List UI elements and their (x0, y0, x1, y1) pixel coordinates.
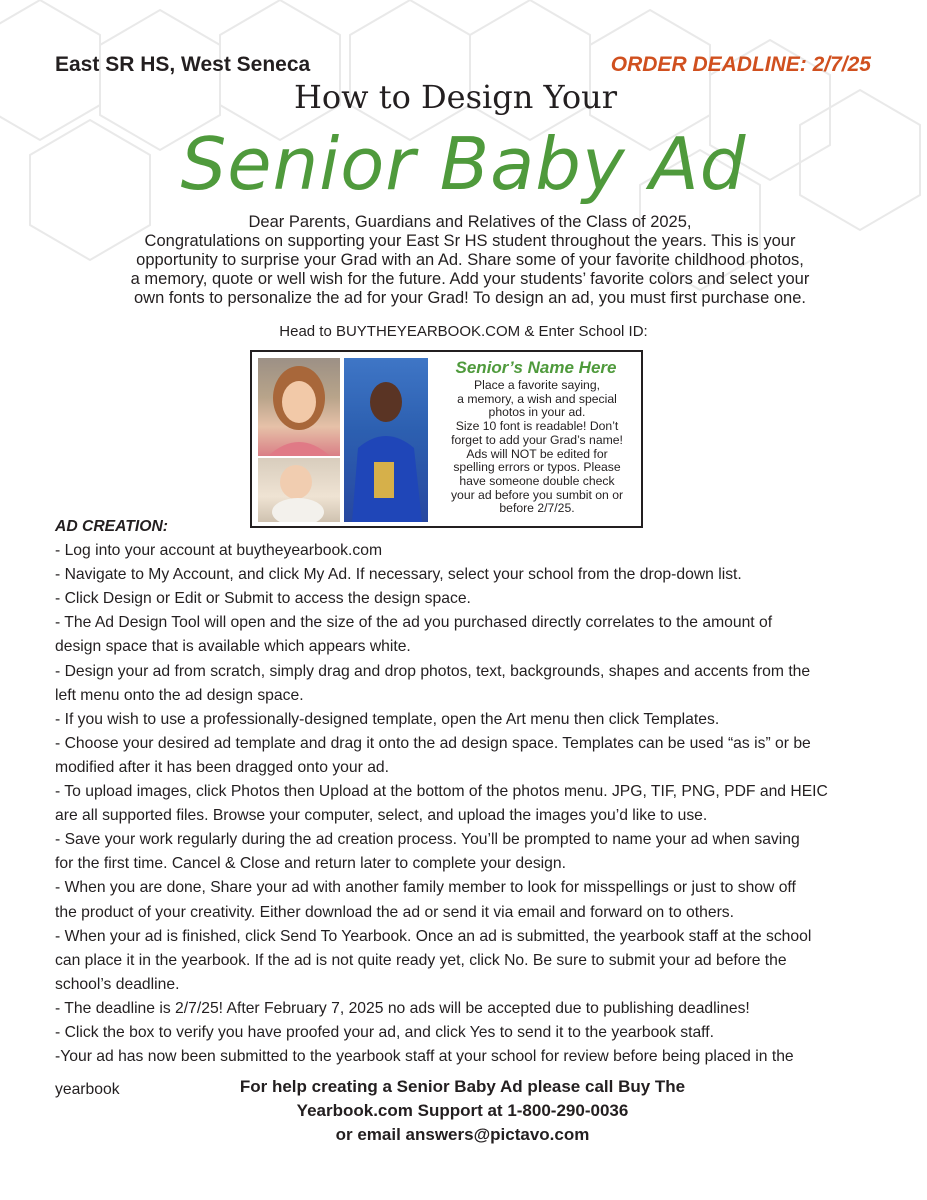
instruction-line: modified after it has been dragged onto your ad. (55, 758, 390, 776)
instruction-line: - When you are done, Share your ad with another family member to look for misspellings or just to show off (55, 879, 796, 897)
instruction-line: - Click Design or Edit or Submit to access the design space. (55, 590, 471, 608)
instruction-line: - To upload images, click Photos then Upload at the bottom of the photos menu. JPG, TIF, PNG, PDF and HEIC (55, 783, 828, 801)
instruction-line: - Click the box to verify you have proofed your ad, and click Yes to send it to the yearbook staff. (55, 1023, 714, 1041)
intro-line: opportunity to surprise your Grad with an Ad. Share some of your favorite childhood photos, (136, 251, 804, 269)
sample-ad (250, 350, 643, 528)
intro-line: Dear Parents, Guardians and Relatives of the Class of 2025, (248, 213, 692, 231)
instruction-line: the product of your creativity. Either download the ad or send it via email and forward on to others. (55, 903, 734, 921)
help-line: or email answers@pictavo.com (335, 1125, 590, 1144)
intro-paragraph (70, 213, 870, 308)
girl-photo (258, 358, 340, 456)
instruction-line: - If you wish to use a professionally-designed template, open the Art menu then click Templates. (55, 710, 720, 728)
ad-seniors-name: Senior’s Name Here (455, 358, 617, 377)
instruction-line: - When your ad is finished, click Send To Yearbook. Once an ad is submitted, the yearbook staff at the school (55, 927, 812, 945)
instruction-line: design space that is available which appears white. (55, 638, 411, 656)
instruction-line: -Your ad has now been submitted to the yearbook staff at your school for review before being placed in the (55, 1048, 794, 1066)
instruction-tail: yearbook (55, 1081, 120, 1098)
ad-body-line: a memory, a wish and special (457, 391, 617, 406)
ad-body-line: forget to add your Grad’s name! (451, 432, 623, 447)
help-line: Yearbook.com Support at 1-800-290-0036 (296, 1101, 629, 1120)
ad-creation-heading: AD CREATION: (55, 518, 168, 535)
intro-line: Congratulations on supporting your East Sr HS student throughout the years. This is your (144, 232, 796, 250)
ad-creation-instructions (55, 515, 875, 1069)
instruction-line: - The deadline is 2/7/25! After February 7, 2025 no ads will be accepted due to publishing deadlines! (55, 999, 750, 1017)
intro-line: a memory, quote or well wish for the future. Add your students’ favorite colors and select your (130, 270, 810, 288)
instruction-line: for the first time. Cancel & Close and return later to complete your design. (55, 855, 566, 873)
instruction-line: - Choose your desired ad template and drag it onto the ad design space. Templates can be used “as is” or be (55, 734, 811, 752)
instruction-line: school’s deadline. (55, 975, 180, 993)
ad-body-text (434, 379, 640, 516)
instruction-line: can place it in the yearbook. If the ad is not quite ready yet, click No. Be sure to submit your ad before the (55, 951, 787, 969)
ad-body-line: Size 10 font is readable! Don’t (455, 419, 619, 434)
instruction-line: are all supported files. Browse your computer, select, and upload the images you’d like to use. (55, 807, 708, 825)
title-how-to-design: How to Design Your (293, 78, 618, 116)
help-line: For help creating a Senior Baby Ad please call Buy The (239, 1077, 686, 1096)
order-deadline: ORDER DEADLINE: 2/7/25 (610, 53, 871, 76)
school-name: East SR HS, West Seneca (55, 53, 311, 76)
help-contact (180, 1075, 745, 1147)
graduate-photo (344, 358, 428, 522)
ad-body-line: have someone double check (459, 473, 615, 488)
ad-body-line: spelling errors or typos. Please (453, 460, 621, 475)
instruction-line: - Log into your account at buytheyearbook.com (55, 542, 383, 560)
title-senior-baby-ad: Senior Baby Ad (180, 122, 747, 206)
instruction-line: - The Ad Design Tool will open and the size of the ad you purchased directly correlates to the amount of (55, 614, 773, 632)
instruction-line: - Design your ad from scratch, simply drag and drop photos, text, backgrounds, shapes and accents from the (55, 662, 811, 680)
ad-body-line: photos in your ad. (488, 405, 586, 420)
instruction-line: left menu onto the ad design space. (55, 686, 304, 704)
instruction-line: - Navigate to My Account, and click My Ad. If necessary, select your school from the drop-down list. (55, 566, 742, 584)
ad-body-line: Place a favorite saying, (473, 378, 600, 392)
ad-body-line: before 2/7/25. (499, 501, 575, 516)
intro-line: own fonts to personalize the ad for your Grad! To design an ad, you must first purchase one. (134, 289, 806, 307)
head-to-instruction: Head to BUYTHEYEARBOOK.COM & Enter School ID: (279, 323, 648, 340)
ad-body-line: Ads will NOT be edited for (466, 446, 608, 461)
instruction-line: - Save your work regularly during the ad creation process. You’ll be prompted to name your ad when saving (55, 831, 800, 849)
baby-photo (258, 458, 340, 522)
ad-body-line: your ad before you sumbit on or (450, 487, 624, 502)
